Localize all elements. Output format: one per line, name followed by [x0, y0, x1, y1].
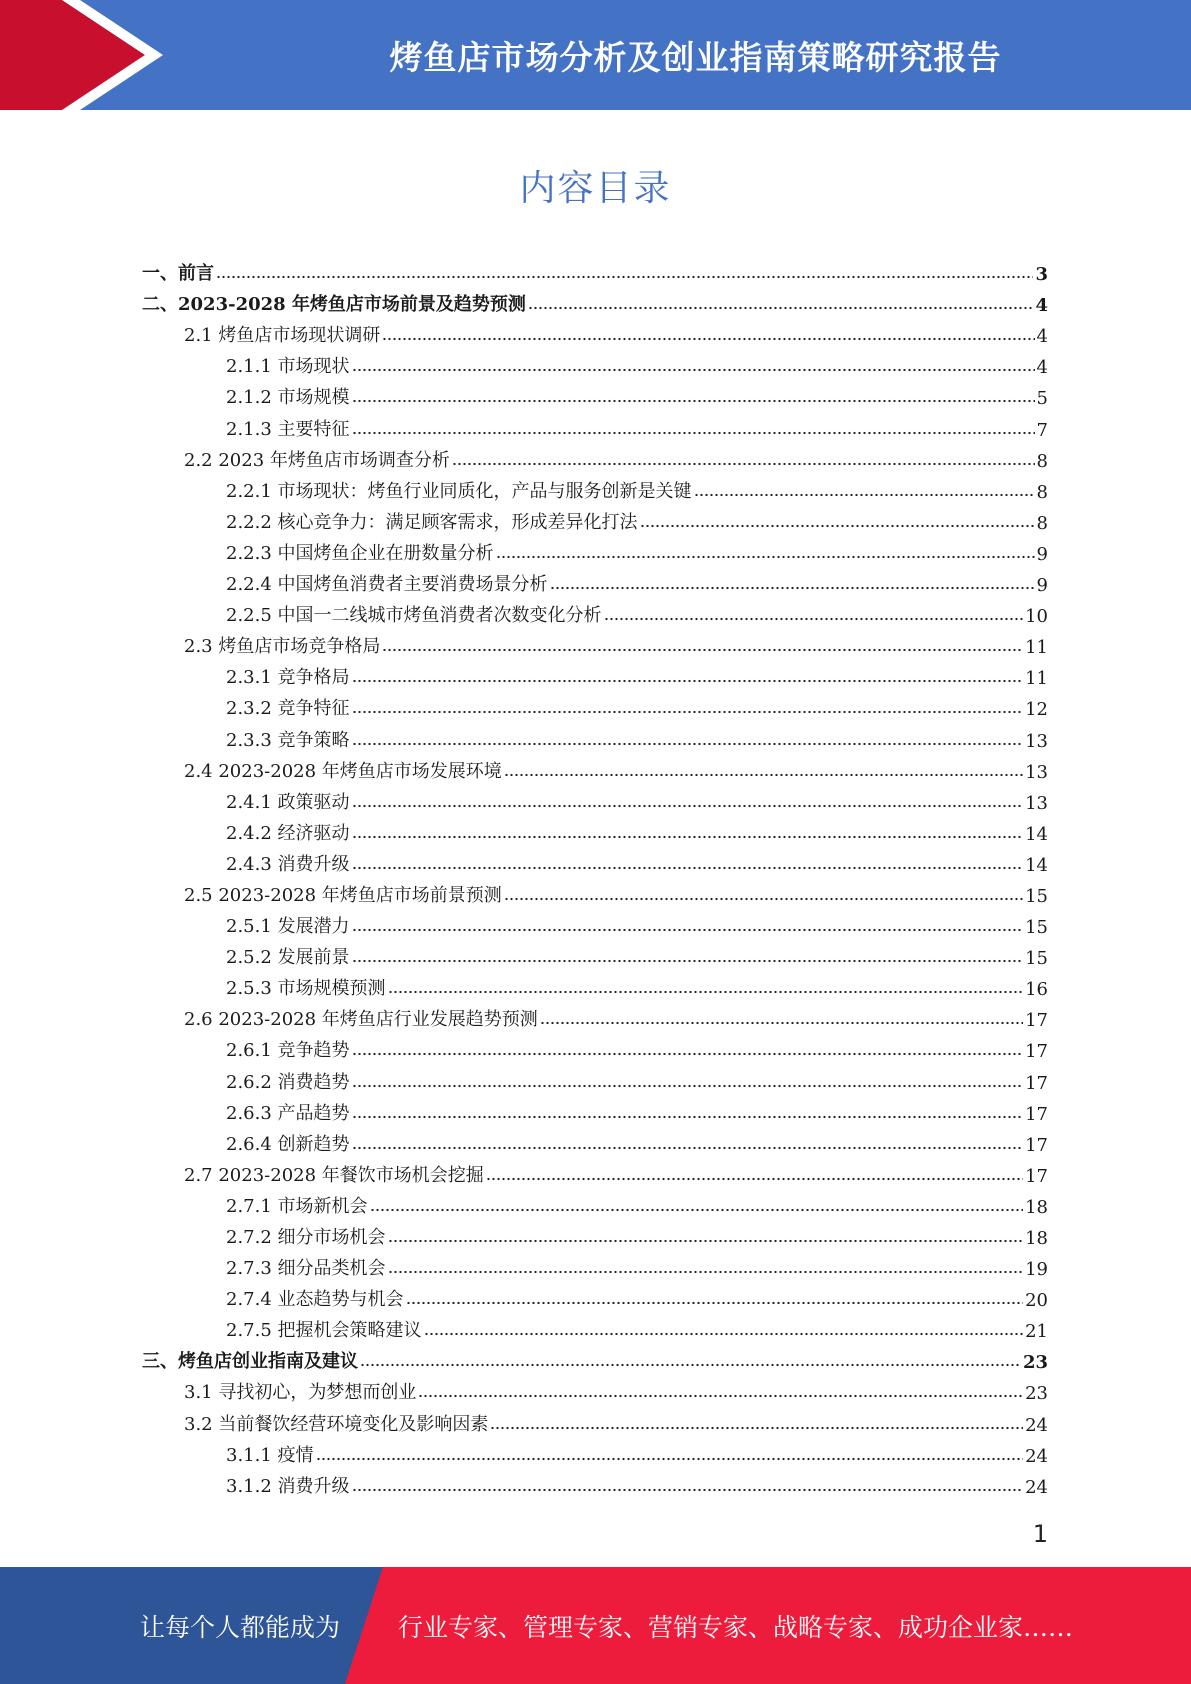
toc-entry-label: 2.6 2023-2028 年烤鱼店行业发展趋势预测	[184, 1009, 538, 1031]
toc-entry-label: 一、前言	[142, 263, 214, 285]
toc-entry-page: 17	[1025, 1010, 1048, 1032]
toc-dot-leader	[406, 1301, 1024, 1305]
toc-dot-leader	[496, 555, 1035, 559]
toc-dot-leader	[352, 1488, 1024, 1492]
toc-entry[interactable]	[142, 1373, 1048, 1404]
toc-dot-leader	[352, 710, 1024, 714]
toc-entry-label: 2.2 2023 年烤鱼店市场调查分析	[184, 449, 450, 471]
toc-entry-page: 9	[1036, 543, 1048, 565]
toc-entry[interactable]	[142, 1156, 1048, 1187]
toc-entry[interactable]	[142, 1467, 1048, 1498]
toc-entry[interactable]	[142, 285, 1048, 316]
toc-entry-label: 3.1.2 消费升级	[226, 1475, 350, 1497]
toc-entry-page: 14	[1025, 823, 1048, 845]
toc-dot-leader	[352, 804, 1024, 808]
toc-dot-leader	[352, 1146, 1024, 1150]
toc-entry-label: 2.7.4 业态趋势与机会	[226, 1289, 404, 1311]
toc-dot-leader	[352, 835, 1024, 839]
toc-dot-leader	[504, 897, 1023, 901]
table-of-contents	[142, 254, 1048, 1498]
toc-entry-page: 10	[1025, 606, 1048, 628]
toc-entry-page: 8	[1036, 481, 1048, 503]
toc-entry-label: 二、2023-2028 年烤鱼店市场前景及趋势预测	[142, 294, 526, 316]
toc-entry-label: 2.1.1 市场现状	[226, 356, 350, 378]
toc-entry-label: 3.1.1 疫情	[226, 1444, 314, 1466]
toc-entry-page: 17	[1025, 1041, 1048, 1063]
toc-entry-page: 17	[1025, 1103, 1048, 1125]
toc-entry[interactable]	[142, 254, 1048, 285]
page-header	[0, 0, 1191, 110]
toc-entry[interactable]	[142, 1404, 1048, 1435]
toc-entry-page: 19	[1025, 1259, 1048, 1281]
toc-dot-leader	[216, 275, 1033, 279]
toc-entry-label: 2.4.1 政策驱动	[226, 791, 350, 813]
toc-dot-leader	[424, 1332, 1024, 1336]
toc-entry-page: 14	[1025, 854, 1048, 876]
toc-dot-leader	[352, 928, 1024, 932]
toc-entry-page: 17	[1025, 1072, 1048, 1094]
toc-entry-label: 2.6.4 创新趋势	[226, 1133, 350, 1155]
toc-entry[interactable]	[142, 472, 1048, 503]
toc-entry-label: 2.2.1 市场现状：烤鱼行业同质化，产品与服务创新是关键	[226, 480, 692, 502]
toc-entry[interactable]	[142, 907, 1048, 938]
toc-entry-page: 4	[1036, 326, 1048, 348]
toc-entry-label: 2.2.4 中国烤鱼消费者主要消费场景分析	[226, 574, 548, 596]
toc-entry-label: 2.4.2 经济驱动	[226, 822, 350, 844]
toc-entry-page: 17	[1025, 1165, 1048, 1187]
toc-entry-label: 2.6.3 产品趋势	[226, 1102, 350, 1124]
toc-entry-page: 12	[1025, 699, 1048, 721]
toc-entry-page: 13	[1025, 730, 1048, 752]
toc-dot-leader	[604, 617, 1024, 621]
toc-entry-label: 2.5.3 市场规模预测	[226, 978, 386, 1000]
toc-entry[interactable]	[142, 1436, 1048, 1467]
toc-dot-leader	[352, 431, 1035, 435]
toc-dot-leader	[382, 648, 1023, 652]
toc-heading: 内容目录	[519, 168, 672, 209]
page-number: 1	[1032, 1520, 1048, 1548]
toc-entry-page: 17	[1025, 1134, 1048, 1156]
toc-entry-label: 2.2.5 中国一二线城市烤鱼消费者次数变化分析	[226, 605, 602, 627]
toc-entry[interactable]	[142, 503, 1048, 534]
toc-dot-leader	[528, 306, 1034, 310]
toc-dot-leader	[352, 679, 1024, 683]
toc-entry[interactable]	[142, 658, 1048, 689]
toc-dot-leader	[486, 1177, 1023, 1181]
toc-dot-leader	[694, 493, 1035, 497]
toc-dot-leader	[490, 1426, 1023, 1430]
toc-entry-page: 15	[1025, 885, 1048, 907]
toc-entry-page: 18	[1025, 1196, 1048, 1218]
toc-entry-page: 4	[1035, 295, 1048, 317]
toc-entry-label: 2.5.2 发展前景	[226, 947, 350, 969]
toc-dot-leader	[352, 959, 1024, 963]
toc-entry[interactable]	[142, 1187, 1048, 1218]
toc-entry-page: 8	[1036, 512, 1048, 534]
toc-entry-page: 5	[1036, 388, 1048, 410]
toc-entry-label: 2.2.3 中国烤鱼企业在册数量分析	[226, 542, 494, 564]
toc-entry[interactable]	[142, 1342, 1048, 1373]
toc-entry-label: 2.7.5 把握机会策略建议	[226, 1320, 422, 1342]
toc-entry-page: 4	[1036, 357, 1048, 379]
footer-slogan-right: 行业专家、管理专家、营销专家、战略专家、成功企业家……	[398, 1612, 1074, 1642]
toc-entry[interactable]	[142, 938, 1048, 969]
toc-entry-page: 11	[1025, 637, 1048, 659]
toc-entry-page: 18	[1025, 1228, 1048, 1249]
toc-dot-leader	[418, 1394, 1023, 1398]
toc-entry[interactable]	[142, 689, 1048, 720]
toc-entry-label: 2.7.2 细分市场机会	[226, 1227, 386, 1248]
toc-entry-page: 8	[1036, 450, 1048, 472]
toc-entry-label: 3.1 寻找初心，为梦想而创业	[184, 1382, 417, 1404]
toc-entry[interactable]	[142, 1249, 1048, 1280]
toc-entry[interactable]	[142, 565, 1048, 596]
toc-entry[interactable]	[142, 596, 1048, 627]
toc-entry[interactable]	[142, 378, 1048, 409]
toc-entry-label: 2.6.1 竞争趋势	[226, 1040, 350, 1062]
toc-dot-leader	[316, 1457, 1024, 1461]
toc-dot-leader	[352, 1052, 1024, 1056]
toc-entry-page: 24	[1025, 1476, 1048, 1498]
toc-entry-label: 2.4.3 消费升级	[226, 853, 350, 875]
toc-entry-page: 24	[1025, 1445, 1048, 1467]
toc-entry-label: 2.1.2 市场规模	[226, 387, 350, 409]
toc-entry-label: 2.2.2 核心竞争力：满足顾客需求，形成差异化打法	[226, 511, 638, 533]
toc-entry[interactable]	[142, 783, 1048, 814]
toc-dot-leader	[352, 368, 1035, 372]
toc-entry[interactable]	[142, 316, 1048, 347]
toc-entry-label: 2.4 2023-2028 年烤鱼店市场发展环境	[184, 760, 502, 782]
toc-entry[interactable]	[142, 1000, 1048, 1031]
toc-entry[interactable]	[142, 627, 1048, 658]
toc-entry-page: 7	[1036, 419, 1048, 441]
footer-slogan-left: 让每个人都能成为	[140, 1612, 341, 1642]
toc-entry[interactable]	[142, 534, 1048, 565]
toc-entry-page: 3	[1035, 264, 1048, 286]
toc-entry-page: 23	[1022, 1352, 1048, 1374]
toc-entry-label: 3.2 当前餐饮经营环境变化及影响因素	[184, 1413, 489, 1435]
toc-dot-leader	[352, 399, 1035, 403]
toc-entry-label: 2.1.3 主要特征	[226, 418, 350, 440]
toc-dot-leader	[388, 990, 1024, 994]
toc-entry-label: 2.7.1 市场新机会	[226, 1195, 368, 1217]
toc-entry-page: 23	[1025, 1383, 1048, 1405]
toc-entry-page: 15	[1025, 948, 1048, 970]
toc-dot-leader	[352, 1115, 1024, 1119]
toc-dot-leader	[352, 1084, 1024, 1088]
toc-entry-label: 2.1 烤鱼店市场现状调研	[184, 325, 381, 347]
toc-entry-page: 24	[1025, 1414, 1048, 1436]
toc-entry[interactable]	[142, 347, 1048, 378]
toc-dot-leader	[370, 1208, 1024, 1212]
toc-entry-label: 2.5 2023-2028 年烤鱼店市场前景预测	[184, 884, 502, 906]
toc-dot-leader	[382, 337, 1034, 341]
toc-entry[interactable]	[142, 1062, 1048, 1093]
toc-entry[interactable]	[142, 1094, 1048, 1125]
toc-entry-page: 13	[1025, 761, 1048, 783]
report-title: 烤鱼店市场分析及创业指南策略研究报告	[389, 37, 1002, 77]
toc-entry[interactable]	[142, 441, 1048, 472]
toc-entry-page: 13	[1025, 792, 1048, 814]
toc-dot-leader	[504, 773, 1023, 777]
toc-entry-page: 20	[1025, 1290, 1048, 1312]
toc-entry-label: 2.3.2 竞争特征	[226, 698, 350, 720]
toc-dot-leader	[388, 1270, 1024, 1274]
toc-entry-page: 11	[1025, 668, 1048, 690]
toc-entry[interactable]	[142, 1218, 1048, 1249]
toc-dot-leader	[360, 1363, 1021, 1367]
toc-dot-leader	[550, 586, 1035, 590]
toc-entry[interactable]	[142, 1311, 1048, 1342]
toc-entry[interactable]	[142, 845, 1048, 876]
toc-entry-page: 16	[1025, 979, 1048, 1001]
toc-entry[interactable]	[142, 1031, 1048, 1062]
toc-entry[interactable]	[142, 1125, 1048, 1156]
toc-entry-label: 2.7.3 细分品类机会	[226, 1258, 386, 1280]
toc-entry-label: 2.3.3 竞争策略	[226, 729, 350, 751]
toc-entry-label: 2.3.1 竞争格局	[226, 667, 350, 689]
toc-dot-leader	[388, 1239, 1024, 1243]
toc-entry[interactable]	[142, 814, 1048, 845]
toc-dot-leader	[640, 524, 1035, 528]
toc-dot-leader	[352, 866, 1024, 870]
toc-dot-leader	[540, 1021, 1023, 1025]
toc-entry-label: 2.5.1 发展潜力	[226, 916, 350, 938]
toc-dot-leader	[352, 742, 1024, 746]
toc-entry-page: 15	[1025, 917, 1048, 939]
page-footer	[0, 1567, 1191, 1684]
toc-entry[interactable]	[142, 752, 1048, 783]
toc-entry[interactable]	[142, 720, 1048, 751]
toc-entry-label: 三、烤鱼店创业指南及建议	[142, 1351, 358, 1373]
toc-entry-page: 21	[1025, 1321, 1048, 1343]
toc-entry-label: 2.6.2 消费趋势	[226, 1071, 350, 1093]
toc-entry-label: 2.7 2023-2028 年餐饮市场机会挖掘	[184, 1164, 484, 1186]
toc-entry-page: 9	[1036, 575, 1048, 597]
toc-entry[interactable]	[142, 969, 1048, 1000]
toc-entry-label: 2.3 烤鱼店市场竞争格局	[184, 636, 381, 658]
toc-entry[interactable]	[142, 1280, 1048, 1311]
toc-entry[interactable]	[142, 409, 1048, 440]
toc-entry[interactable]	[142, 876, 1048, 907]
toc-dot-leader	[452, 462, 1035, 466]
